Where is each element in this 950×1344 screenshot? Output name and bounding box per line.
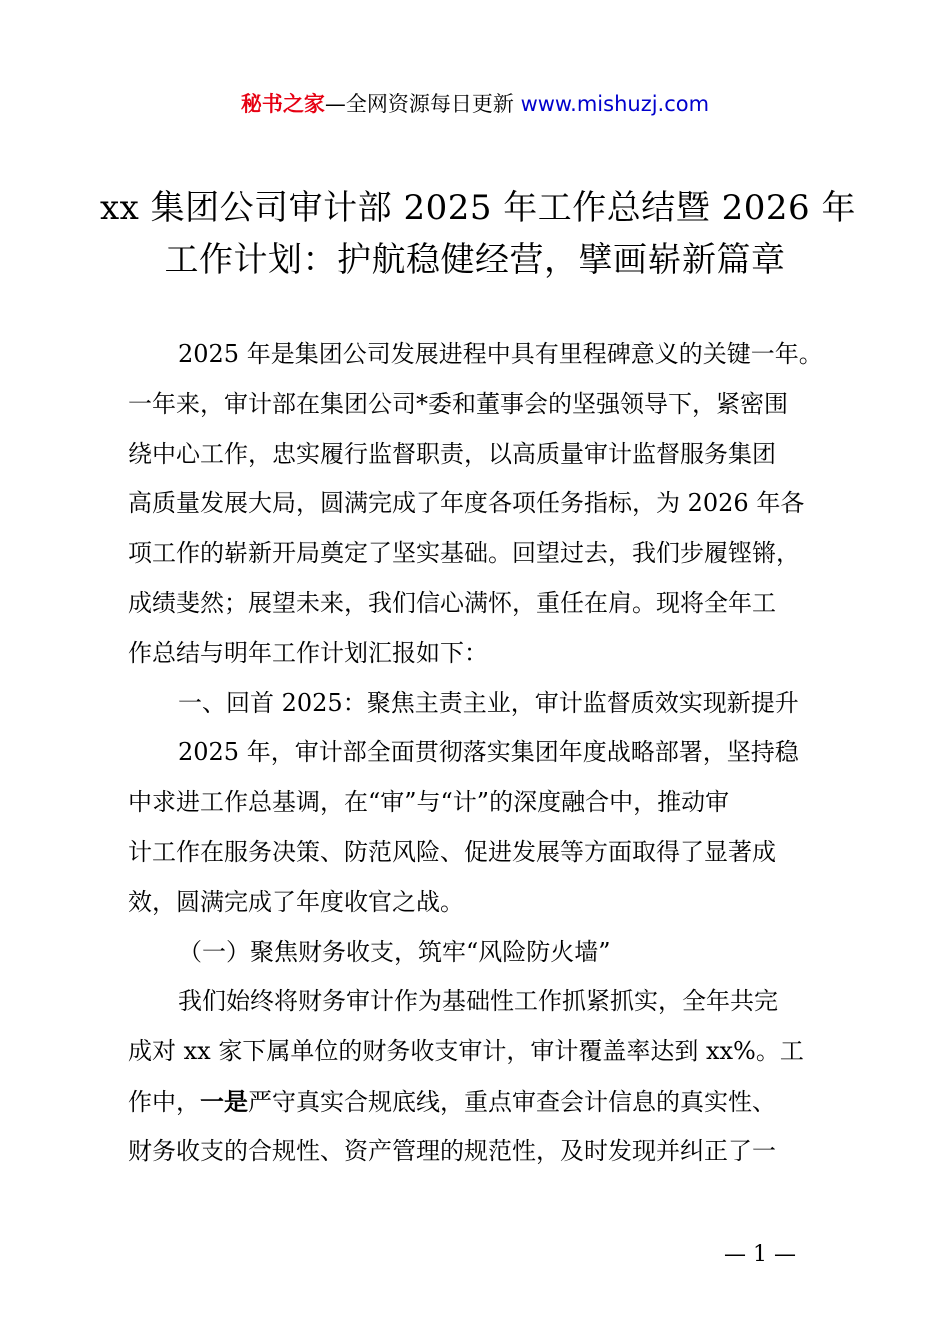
body-line: 作总结与明年工作计划汇报如下：: [128, 638, 488, 667]
body-line: 项工作的崭新开局奠定了坚实基础。回望过去，我们步履铿锵，: [128, 539, 800, 568]
body-line: 成对 xx 家下属单位的财务收支审计，审计覆盖率达到 xx%。工: [128, 1037, 804, 1066]
title-line-2: 工作计划：护航稳健经营，擘画崭新篇章: [164, 240, 786, 280]
body-line: 成绩斐然；展望未来，我们信心满怀，重任在肩。现将全年工: [128, 588, 776, 617]
body-line: 高质量发展大局，圆满完成了年度各项任务指标，为 2026 年各: [128, 489, 805, 518]
body-line: 中求进工作总基调，在“审”与“计”的深度融合中，推动审: [128, 788, 730, 817]
document-title: [100, 182, 856, 286]
subsection-heading: （一）聚焦财务收支，筑牢“风险防火墙”: [178, 937, 611, 966]
body-line-mixed: [128, 1077, 832, 1127]
body-line-prefix: 作中，: [128, 1087, 200, 1116]
body-line: 财务收支的合规性、资产管理的规范性，及时发现并纠正了一: [128, 1136, 776, 1165]
section-heading: 一、回首 2025：聚焦主责主业，审计监督质效实现新提升: [178, 688, 799, 717]
emphasis-first: 一是: [200, 1086, 248, 1116]
body-line: 一年来，审计部在集团公司*委和董事会的坚强领导下，紧密围: [128, 389, 788, 418]
site-url-link[interactable]: www.mishuzj.com: [520, 92, 710, 116]
body-line: 2025 年是集团公司发展进程中具有里程碑意义的关键一年。: [178, 340, 823, 368]
title-line-1: xx 集团公司审计部 2025 年工作总结暨 2026 年: [100, 188, 856, 228]
site-brand: 秘书之家: [240, 92, 325, 116]
body-line: 效，圆满完成了年度收官之战。: [128, 887, 464, 916]
page-number: — 1 —: [724, 1242, 796, 1267]
body-line: 2025 年，审计部全面贯彻落实集团年度战略部署，坚持稳: [178, 738, 799, 767]
site-tagline: —全网资源每日更新: [324, 92, 514, 116]
body-line: 我们始终将财务审计作为基础性工作抓紧抓实，全年共完: [178, 987, 778, 1016]
body-line-suffix: 严守真实合规底线，重点审查会计信息的真实性、: [248, 1087, 776, 1116]
body-line: 绕中心工作，忠实履行监督职责，以高质量审计监督服务集团: [128, 439, 776, 468]
document-body: [128, 330, 832, 1177]
site-header: [0, 88, 950, 120]
body-line: 计工作在服务决策、防范风险、促进发展等方面取得了显著成: [128, 837, 776, 866]
